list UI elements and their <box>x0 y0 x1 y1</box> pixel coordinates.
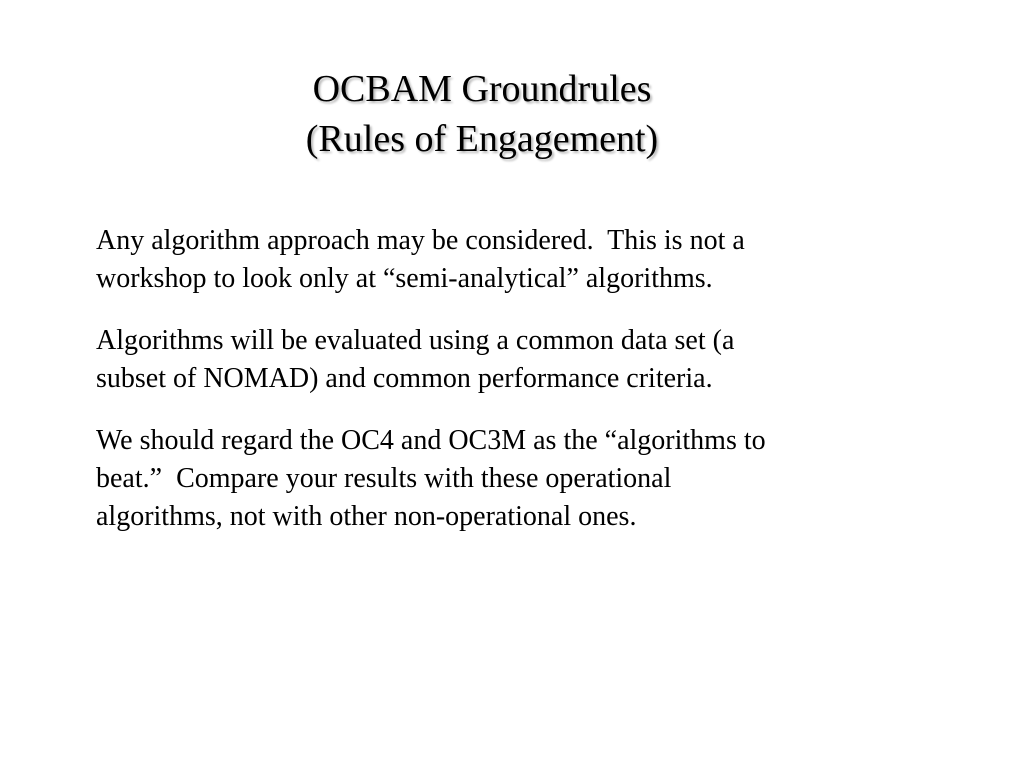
slide-title <box>180 64 784 164</box>
paragraph-line: Any algorithm approach may be considered. This is not a <box>96 225 745 256</box>
slide-title-line-2: (Rules of Engagement) <box>305 118 659 160</box>
slide-title-line-1: OCBAM Groundrules <box>312 68 652 110</box>
paragraph-line: algorithms, not with other non-operational ones. <box>96 501 637 532</box>
paragraph-algorithm-approach <box>96 222 946 298</box>
slide-body <box>96 222 946 560</box>
paragraph-line: subset of NOMAD) and common performance criteria. <box>96 363 713 394</box>
paragraph-line: We should regard the OC4 and OC3M as the “algorithms to <box>96 425 766 456</box>
paragraph-evaluation <box>96 322 946 398</box>
paragraph-line: Algorithms will be evaluated using a common data set (a <box>96 325 735 356</box>
paragraph-line: workshop to look only at “semi-analytical” algorithms. <box>96 263 713 294</box>
paragraph-benchmark <box>96 422 946 536</box>
paragraph-line: beat.” Compare your results with these operational <box>96 463 672 494</box>
